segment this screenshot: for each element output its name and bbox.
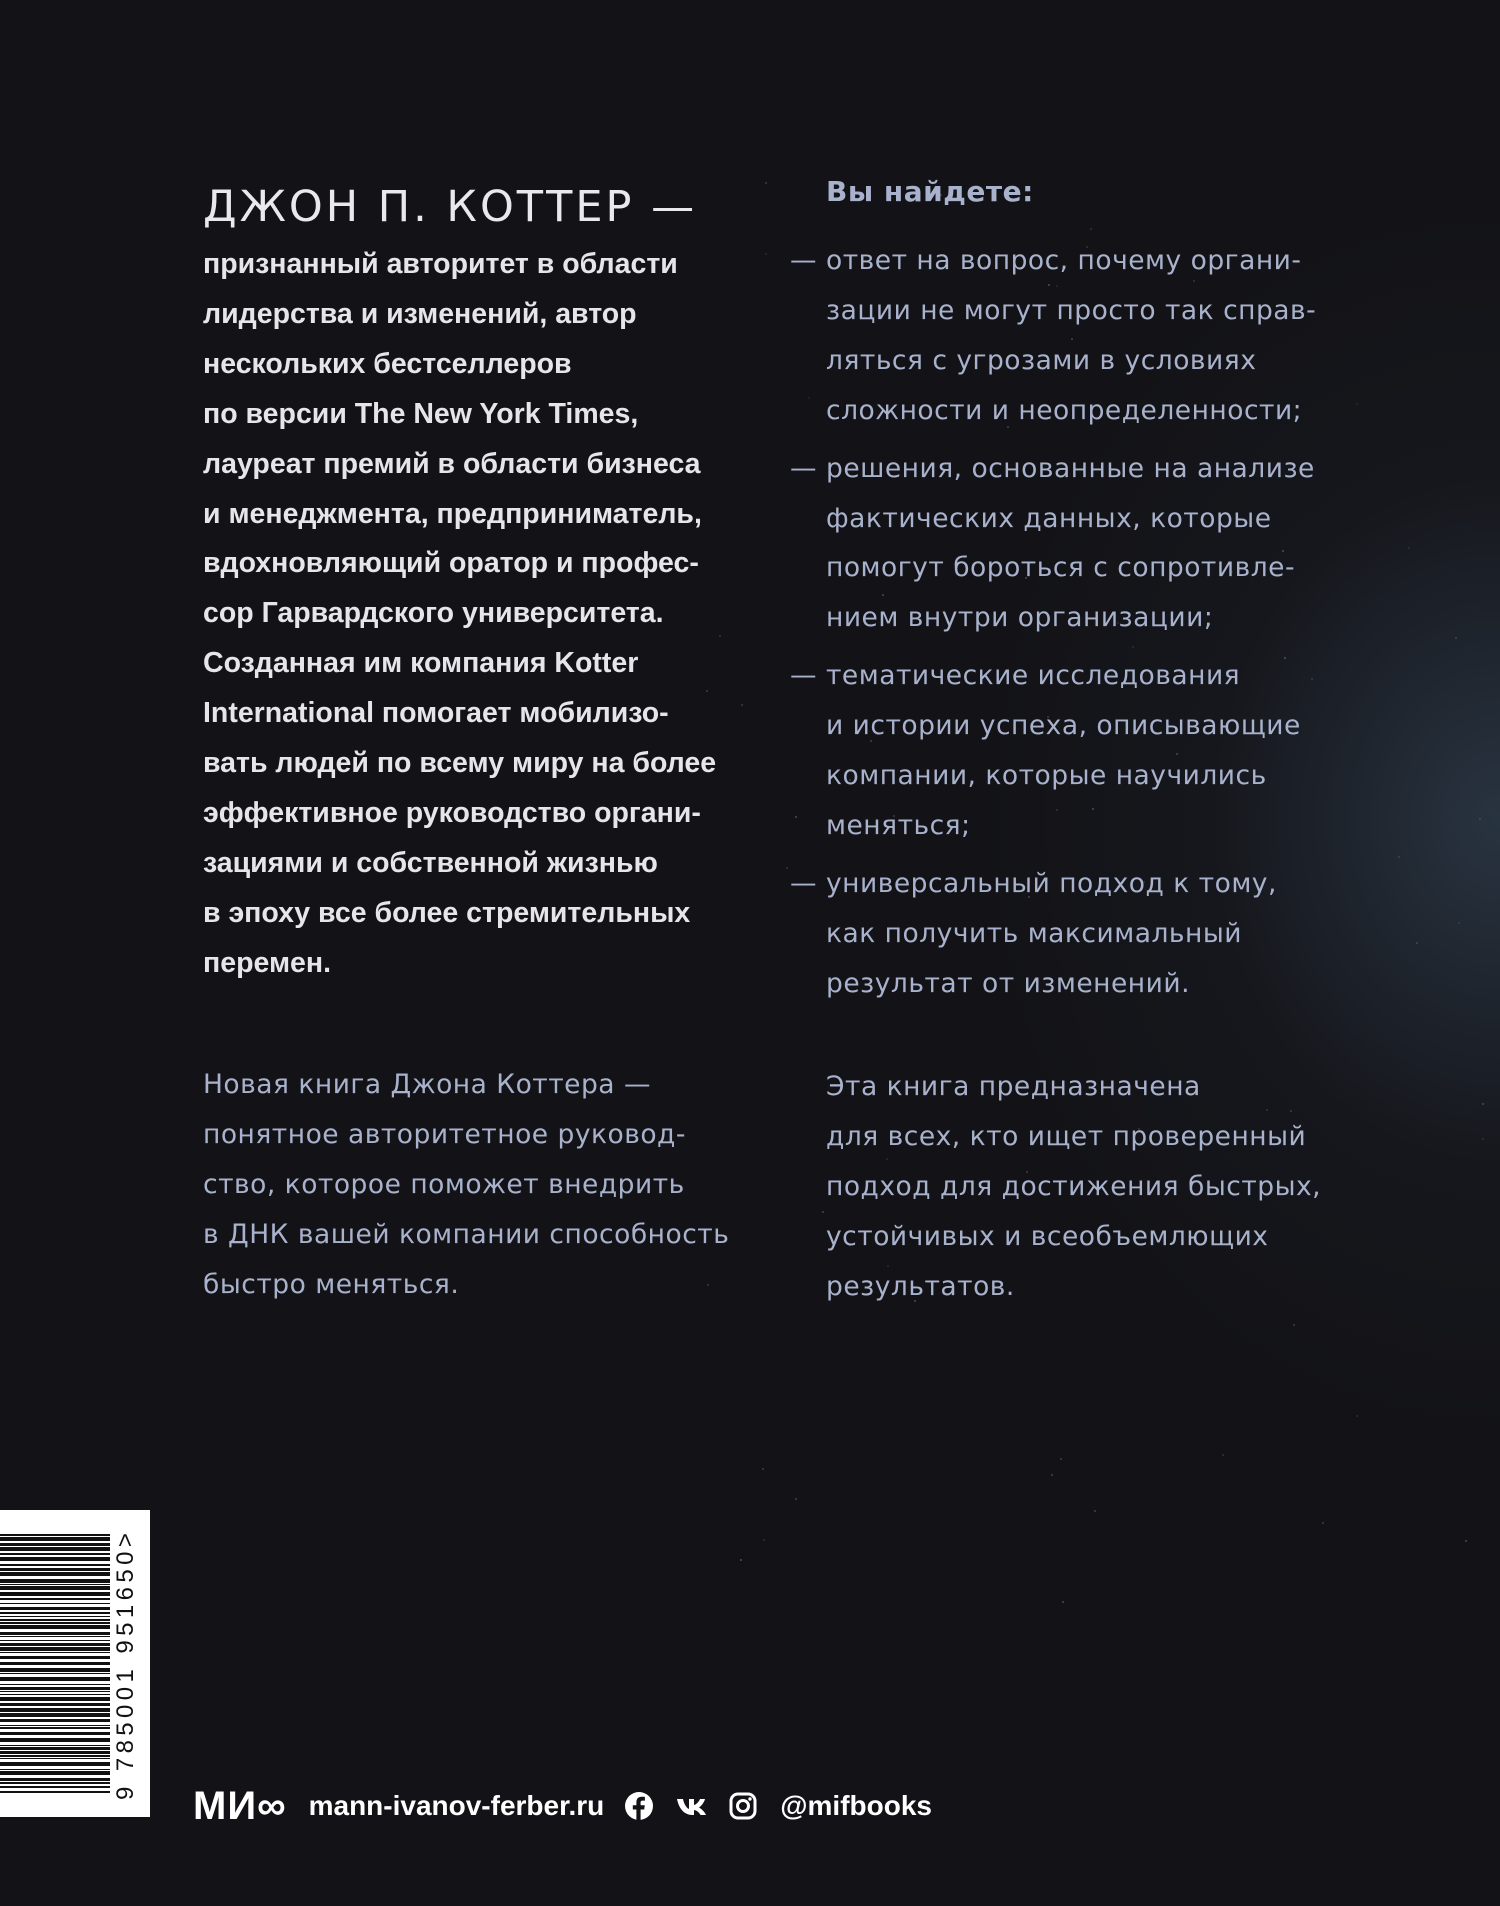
barcode-bar bbox=[0, 1791, 110, 1793]
star-dot bbox=[1482, 1138, 1484, 1140]
barcode-bar bbox=[0, 1568, 110, 1571]
barcode-bar bbox=[0, 1771, 110, 1775]
bio-line: вдохновляющий оратор и профес- bbox=[203, 547, 699, 580]
barcode-bar bbox=[0, 1579, 110, 1583]
barcode-bar bbox=[0, 1622, 110, 1624]
instagram-icon[interactable] bbox=[728, 1791, 758, 1821]
barcode-bar bbox=[0, 1677, 110, 1681]
barcode-bar bbox=[0, 1778, 110, 1781]
star-dot bbox=[1455, 637, 1457, 639]
intro-line: быстро меняться. bbox=[203, 1268, 460, 1300]
findings-line: ответ на вопрос, почему органи- bbox=[826, 245, 1302, 276]
barcode-bar bbox=[0, 1694, 110, 1695]
barcode-bar bbox=[0, 1691, 110, 1692]
star-dot bbox=[1465, 1540, 1467, 1542]
star-dot bbox=[786, 867, 788, 869]
barcode-bar bbox=[0, 1598, 110, 1600]
bio-line: нескольких бестселлеров bbox=[203, 347, 572, 380]
bio-line: Созданная им компания Kotter bbox=[203, 647, 639, 680]
barcode-bar bbox=[0, 1708, 110, 1712]
barcode-bar bbox=[0, 1762, 110, 1766]
audience-line: устойчивых и всеобъемлющих bbox=[826, 1220, 1269, 1252]
barcode-bar bbox=[0, 1656, 110, 1659]
barcode-bar bbox=[0, 1782, 110, 1784]
barcode-bar bbox=[0, 1619, 110, 1621]
findings-line: помогут бороться с сопротивле- bbox=[826, 552, 1296, 584]
barcode-bar bbox=[0, 1636, 110, 1637]
barcode-bar bbox=[0, 1751, 110, 1754]
audience-line: результатов. bbox=[826, 1270, 1015, 1302]
intro-line: понятное авторитетное руковод- bbox=[203, 1118, 686, 1150]
star-dot bbox=[822, 1211, 824, 1213]
barcode-bar bbox=[0, 1684, 110, 1685]
barcode-bar bbox=[0, 1758, 110, 1759]
barcode-bar bbox=[0, 1640, 110, 1641]
intro-line: в ДНК вашей компании способность bbox=[203, 1218, 730, 1250]
star-dot bbox=[1051, 1474, 1053, 1476]
barcode-bar bbox=[0, 1607, 110, 1610]
bio-line: сор Гарвардского университета. bbox=[203, 597, 664, 630]
audience-text bbox=[826, 1062, 1346, 1312]
barcode-bar bbox=[0, 1732, 110, 1735]
findings-line: компании, которые научились bbox=[826, 760, 1267, 792]
audience-line: для всех, кто ищет проверенный bbox=[826, 1120, 1307, 1152]
audience-line: Эта книга предназначена bbox=[826, 1071, 1201, 1102]
barcode-bar bbox=[0, 1786, 110, 1788]
bio-line: лауреат премий в области бизнеса bbox=[203, 447, 701, 480]
barcode-bar bbox=[0, 1543, 110, 1546]
barcode-bar bbox=[0, 1592, 110, 1596]
star-dot bbox=[1356, 403, 1358, 405]
bio-line: перемен. bbox=[203, 946, 332, 979]
star-dot bbox=[1222, 1454, 1224, 1456]
intro-line: ство, которое поможет внедрить bbox=[203, 1168, 685, 1200]
barcode-bar bbox=[0, 1584, 110, 1585]
barcode-bar bbox=[0, 1738, 110, 1742]
barcode-bar bbox=[0, 1769, 110, 1770]
findings-item bbox=[790, 236, 1330, 436]
bio-line: зациями и собственной жизнью bbox=[203, 846, 658, 879]
star-dot bbox=[1062, 1601, 1064, 1603]
star-dot bbox=[1090, 228, 1092, 230]
barcode-bar bbox=[0, 1697, 110, 1701]
bio-line: лидерства и изменений, автор bbox=[203, 297, 637, 330]
bio-line: признанный авторитет в области bbox=[203, 248, 678, 280]
star-dot bbox=[1416, 942, 1418, 944]
findings-title: Вы найдете: bbox=[826, 175, 1034, 208]
findings-line: ляться с угрозами в условиях bbox=[826, 344, 1257, 376]
barcode-bar bbox=[0, 1668, 110, 1672]
findings-line: фактических данных, которые bbox=[826, 502, 1272, 534]
bio-line: и менеджмента, предприниматель, bbox=[203, 497, 702, 530]
findings-line: сложности и неопределенности; bbox=[826, 394, 1303, 426]
barcode-bar bbox=[0, 1603, 110, 1604]
star-dot bbox=[1398, 856, 1400, 858]
bio-line: в эпоху все более стремительных bbox=[203, 896, 691, 929]
barcode-bar bbox=[0, 1586, 110, 1590]
barcode-bar bbox=[0, 1564, 110, 1566]
barcode-bar bbox=[0, 1553, 110, 1555]
findings-list bbox=[790, 236, 1330, 1017]
star-dot bbox=[1408, 547, 1410, 549]
vk-icon[interactable] bbox=[676, 1791, 706, 1821]
findings-line: и истории успеха, описывающие bbox=[826, 710, 1301, 742]
star-dot bbox=[765, 182, 767, 184]
star-dot bbox=[1356, 1415, 1358, 1417]
findings-line: как получить максимальный bbox=[826, 917, 1242, 949]
publisher-footer bbox=[193, 1783, 932, 1829]
findings-item bbox=[790, 444, 1330, 644]
isbn-number: 9 785001 951650 bbox=[112, 1547, 139, 1800]
star-dot bbox=[740, 1559, 742, 1561]
star-dot bbox=[1322, 1522, 1324, 1524]
barcode-bar bbox=[0, 1612, 110, 1614]
star-dot bbox=[1293, 1324, 1295, 1326]
star-dot bbox=[795, 1498, 797, 1500]
social-handle[interactable]: @mifbooks bbox=[780, 1790, 932, 1821]
bio-line: эффективное руководство органи- bbox=[203, 796, 701, 829]
barcode-bar bbox=[0, 1727, 110, 1729]
barcode-bar bbox=[0, 1713, 110, 1717]
star-dot bbox=[1060, 1458, 1062, 1460]
author-bio bbox=[203, 240, 763, 989]
star-dot bbox=[1094, 1510, 1096, 1512]
publisher-logo: МИ∞ bbox=[193, 1783, 287, 1828]
star-dot bbox=[1458, 922, 1460, 924]
barcode-bar bbox=[0, 1687, 110, 1690]
barcode-bar bbox=[0, 1547, 110, 1551]
audience-line: подход для достижения быстрых, bbox=[826, 1170, 1322, 1202]
barcode-bar bbox=[0, 1725, 110, 1726]
isbn-barcode bbox=[0, 1510, 150, 1817]
barcode-bar bbox=[0, 1703, 110, 1706]
barcode-bar bbox=[0, 1652, 110, 1653]
findings-line: результат от изменений. bbox=[826, 967, 1190, 999]
barcode-bar bbox=[0, 1647, 110, 1651]
barcode-bar bbox=[0, 1673, 110, 1674]
barcode-bar bbox=[0, 1662, 110, 1665]
bio-line: International помогает мобилизо- bbox=[203, 697, 669, 730]
bullet-dash: — bbox=[790, 452, 817, 484]
barcode-bars bbox=[0, 1530, 110, 1800]
findings-line: универсальный подход к тому, bbox=[826, 867, 1277, 899]
bio-line: по версии The New York Times, bbox=[203, 397, 639, 430]
bullet-dash: — bbox=[790, 245, 817, 276]
barcode-bar bbox=[0, 1616, 110, 1617]
findings-line: решения, основанные на анализе bbox=[826, 452, 1315, 484]
star-dot bbox=[765, 253, 767, 255]
facebook-icon[interactable] bbox=[624, 1791, 654, 1821]
bio-line: вать людей по всему миру на более bbox=[203, 747, 717, 780]
findings-line: нием внутри организации; bbox=[826, 602, 1214, 634]
star-dot bbox=[763, 1539, 765, 1541]
bullet-dash: — bbox=[790, 867, 817, 899]
barcode-bar bbox=[0, 1747, 110, 1750]
barcode-bar bbox=[0, 1537, 110, 1541]
intro-line: Новая книга Джона Коттера — bbox=[203, 1069, 651, 1100]
findings-item bbox=[790, 859, 1330, 1009]
star-dot bbox=[762, 1468, 764, 1470]
findings-line: зации не могут просто так справ- bbox=[826, 294, 1317, 326]
barcode-bar bbox=[0, 1534, 110, 1536]
barcode-bar bbox=[0, 1557, 110, 1561]
barcode-bar bbox=[0, 1755, 110, 1757]
findings-line: тематические исследования bbox=[826, 660, 1241, 692]
barcode-bar bbox=[0, 1572, 110, 1576]
findings-line: меняться; bbox=[826, 809, 971, 841]
barcode-bar bbox=[0, 1632, 110, 1635]
author-name: ДЖОН П. КОТТЕР — bbox=[203, 182, 698, 232]
publisher-website-link[interactable]: mann-ivanov-ferber.ru bbox=[308, 1790, 605, 1821]
book-intro bbox=[203, 1060, 763, 1310]
findings-item bbox=[790, 651, 1330, 851]
barcode-bar bbox=[0, 1625, 110, 1629]
barcode-bar bbox=[0, 1643, 110, 1646]
star-dot bbox=[1482, 1103, 1484, 1105]
barcode-bar bbox=[0, 1745, 110, 1746]
isbn-digits bbox=[112, 1529, 140, 1800]
isbn-arrow: > bbox=[112, 1528, 139, 1548]
star-dot bbox=[1479, 818, 1481, 820]
barcode-bar bbox=[0, 1719, 110, 1722]
bullet-dash: — bbox=[790, 660, 817, 692]
